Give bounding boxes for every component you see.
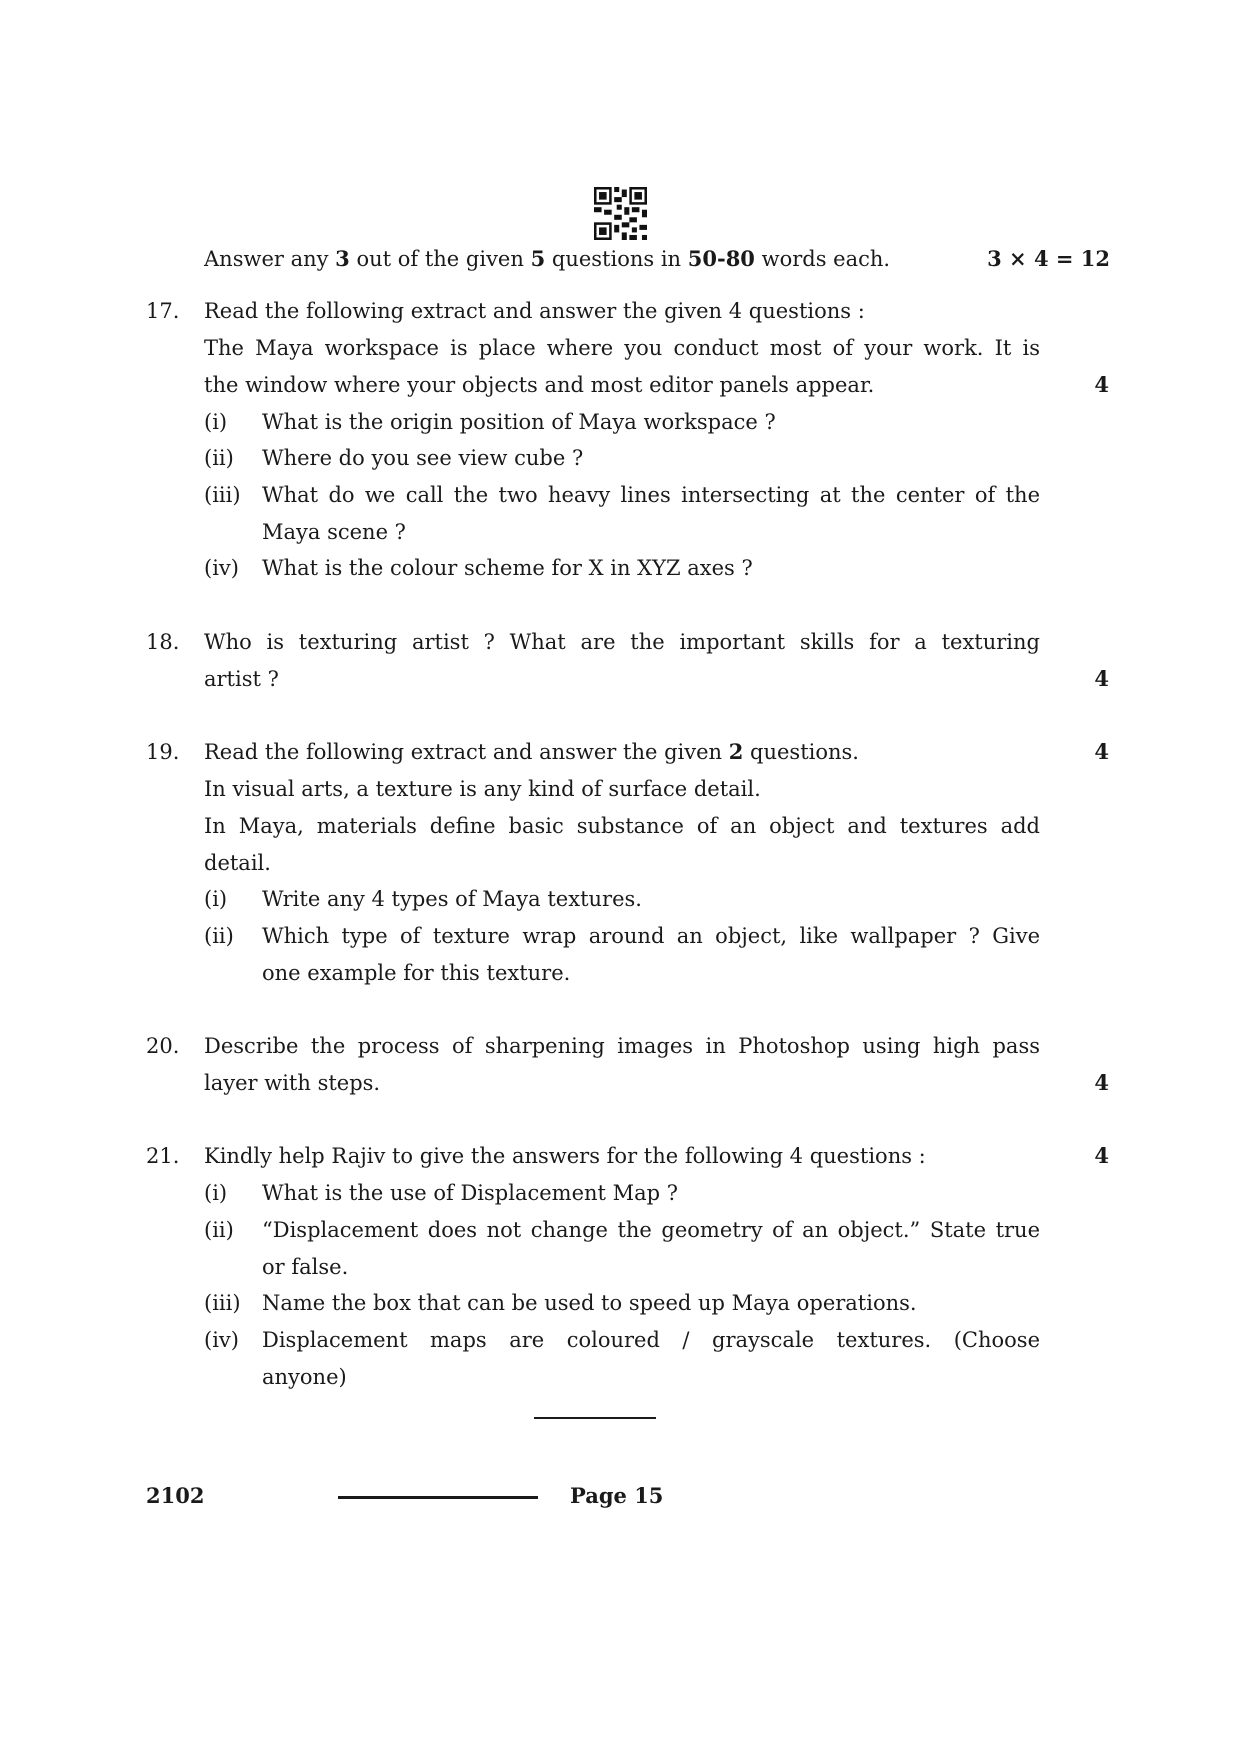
question-text: Describe the process of sharpening images in Photoshop using high pass — [204, 1034, 1040, 1058]
question-number: 21. — [146, 1144, 180, 1168]
part-label: (ii) — [204, 446, 234, 470]
part-text: What do we call the two heavy lines intersecting at the center of the — [262, 483, 1040, 507]
question-text: In Maya, materials define basic substance of an object and textures add — [204, 814, 1040, 838]
question-number: 18. — [146, 630, 180, 654]
question-text: The Maya workspace is place where you conduct most of your work. It is — [204, 336, 1040, 360]
instruction-prefix: Answer any — [204, 247, 336, 271]
part-text: anyone) — [262, 1365, 347, 1389]
question-text: the window where your objects and most editor panels appear. — [204, 373, 875, 397]
page-number: Page 15 — [570, 1483, 664, 1508]
instruction-middle2: questions in — [545, 247, 688, 271]
part-text: Where do you see view cube ? — [262, 446, 584, 470]
part-label: (ii) — [204, 1218, 234, 1242]
question-text: layer with steps. — [204, 1071, 381, 1095]
part-text: Displacement maps are coloured / grayscale textures. (Choose — [262, 1328, 1040, 1352]
part-label: (i) — [204, 887, 228, 911]
question-text: artist ? — [204, 667, 279, 691]
qr-code — [594, 187, 647, 240]
instruction-middle: out of the given — [349, 247, 531, 271]
question-number: 19. — [146, 740, 180, 764]
part-label: (i) — [204, 410, 228, 434]
question-text: Read the following extract and answer the given 4 questions : — [204, 299, 865, 323]
question-marks: 4 — [1094, 1070, 1109, 1095]
part-label: (iii) — [204, 1291, 241, 1315]
part-text: What is the origin position of Maya workspace ? — [262, 410, 776, 434]
part-text: Write any 4 types of Maya textures. — [262, 887, 642, 911]
part-text: What is the use of Displacement Map ? — [262, 1181, 679, 1205]
part-text: one example for this texture. — [262, 961, 571, 985]
part-label: (iii) — [204, 483, 241, 507]
part-text: Maya scene ? — [262, 520, 406, 544]
instruction-count: 3 — [335, 246, 350, 271]
question-text: Kindly help Rajiv to give the answers for the following 4 questions : — [204, 1144, 926, 1168]
question-number: 20. — [146, 1034, 180, 1058]
part-label: (ii) — [204, 924, 234, 948]
section-end-rule — [534, 1417, 656, 1419]
question-text: In visual arts, a texture is any kind of surface detail. — [204, 777, 761, 801]
question-marks: 4 — [1094, 739, 1109, 764]
footer-rule — [338, 1496, 538, 1499]
instruction-total: 5 — [530, 246, 546, 271]
question-text: Who is texturing artist ? What are the important skills for a texturing — [204, 630, 1040, 654]
part-label: (iv) — [204, 1328, 239, 1352]
question-number: 17. — [146, 299, 180, 323]
question-count: 2 — [728, 739, 744, 764]
question-text-part: questions. — [743, 740, 859, 764]
paper-code: 2102 — [146, 1483, 205, 1508]
instruction-marks: 3 × 4 = 12 — [987, 246, 1110, 271]
part-text: or false. — [262, 1255, 349, 1279]
instruction-suffix: words each. — [754, 247, 891, 271]
instruction-words: 50-80 — [687, 246, 755, 271]
question-text: detail. — [204, 851, 271, 875]
part-label: (i) — [204, 1181, 228, 1205]
question-text — [204, 740, 859, 764]
question-marks: 4 — [1094, 1143, 1109, 1168]
question-marks: 4 — [1094, 666, 1109, 691]
question-text-part: Read the following extract and answer the given — [204, 740, 729, 764]
part-text: What is the colour scheme for X in XYZ axes ? — [262, 556, 753, 580]
part-label: (iv) — [204, 556, 239, 580]
instruction-line — [204, 247, 890, 271]
part-text: Name the box that can be used to speed up Maya operations. — [262, 1291, 917, 1315]
part-text: Which type of texture wrap around an object, like wallpaper ? Give — [262, 924, 1040, 948]
question-marks: 4 — [1094, 372, 1109, 397]
part-text: “Displacement does not change the geometry of an object.” State true — [262, 1218, 1040, 1242]
